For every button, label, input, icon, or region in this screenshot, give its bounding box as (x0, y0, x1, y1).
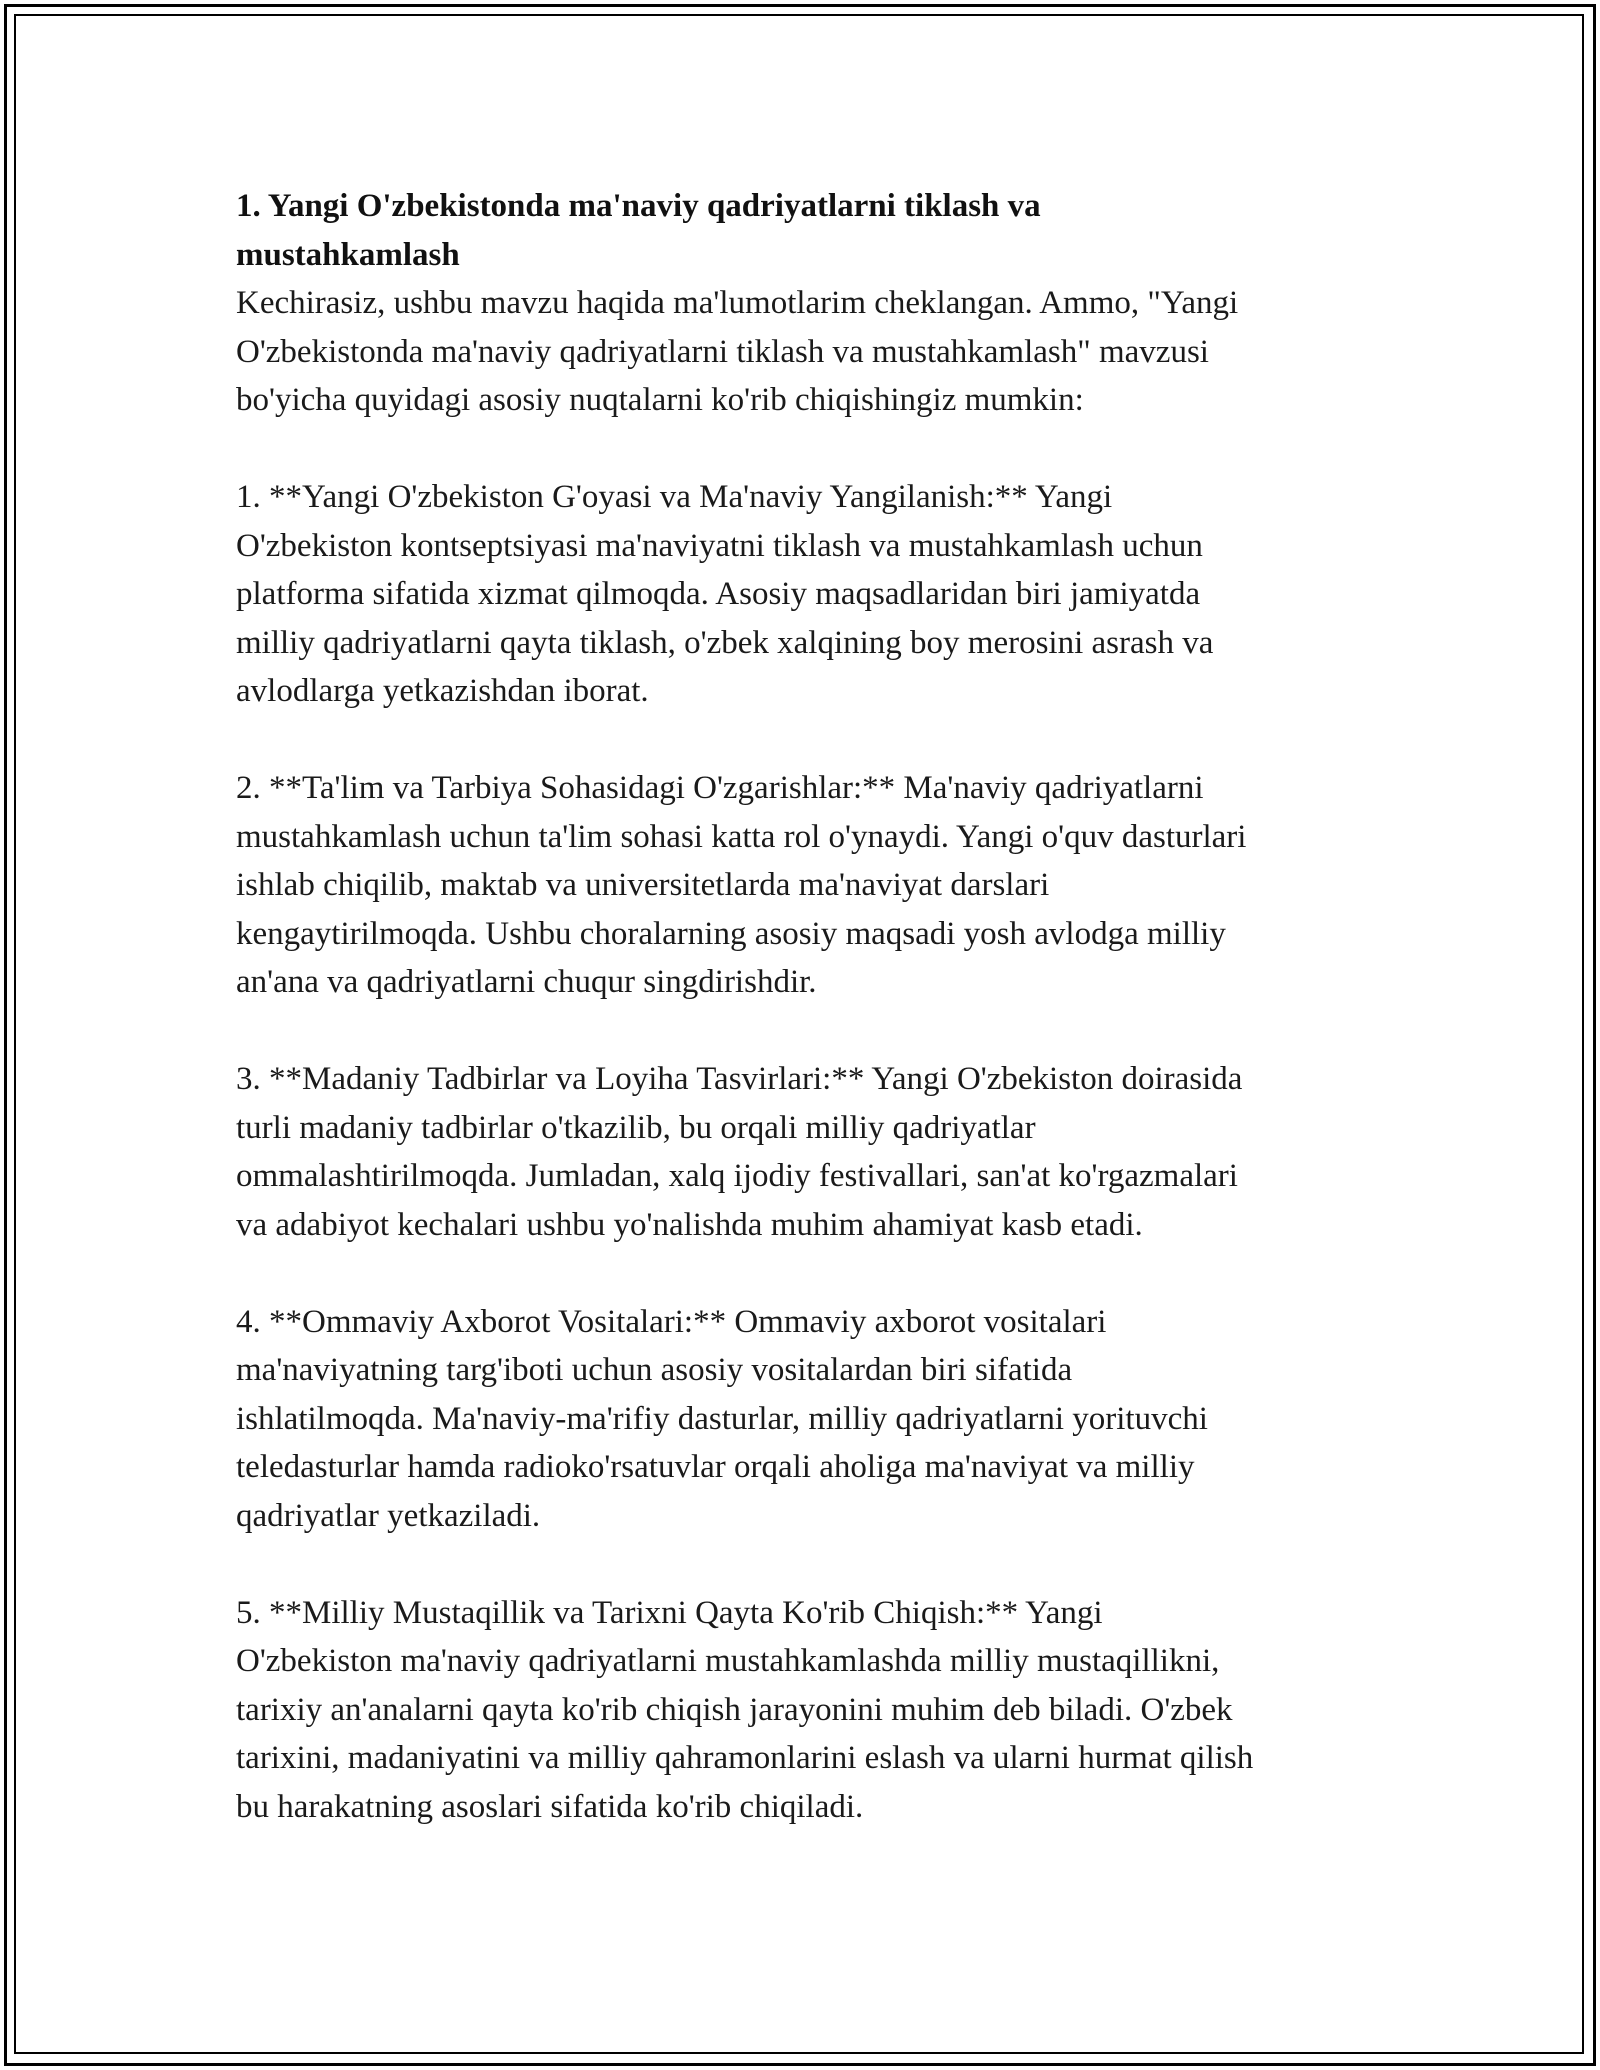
document-body (236, 182, 1386, 1831)
list-item: 1. **Yangi O'zbekiston G'oyasi va Ma'naviy Yangilanish:** Yangi O'zbekiston kontseptsiyasi ma'naviyatni tiklash va mustahkamlash uchun platforma sifatida xizmat qilmoqda. Asosiy maqsadlaridan biri jamiyatda milliy qadriyatlarni qayta tiklash, o'zbek xalqining boy merosini asrash va avlodlarga yetkazishdan iborat. (236, 479, 1214, 709)
list-item: 4. **Ommaviy Axborot Vositalari:** Ommaviy axborot vositalari ma'naviyatning targ'iboti uchun asosiy vositalardan biri sifatida ishlatilmoqda. Ma'naviy-ma'rifiy dasturlar, milliy qadriyatlarni yorituvchi teledasturlar hamda radioko'rsatuvlar orqali aholiga ma'naviyat va milliy qadriyatlar yetkaziladi. (236, 1303, 1208, 1534)
paragraph-spacer (236, 716, 1386, 765)
list-item: 2. **Ta'lim va Tarbiya Sohasidagi O'zgarishlar:** Ma'naviy qadriyatlarni mustahkamlash uchun ta'lim sohasi katta rol o'ynaydi. Yangi o'quv dasturlari ishlab chiqilib, maktab va universitetlarda ma'naviyat darslari kengaytirilmoqda. Ushbu choralarning asosiy maqsadi yosh avlodga milliy an'ana va qadriyatlarni chuqur singdirishdir. (236, 770, 1247, 1000)
list-item: 3. **Madaniy Tadbirlar va Loyiha Tasvirlari:** Yangi O'zbekiston doirasida turli madaniy tadbirlar o'tkazilib, bu orqali milliy qadriyatlar ommalashtirilmoqda. Jumladan, xalq ijodiy festivallari, san'at ko'rgazmalari va adabiyot kechalari ushbu yo'nalishda muhim ahamiyat kasb etadi. (236, 1061, 1243, 1243)
list-item: 5. **Milliy Mustaqillik va Tarixni Qayta Ko'rib Chiqish:** Yangi O'zbekiston ma'naviy qadriyatlarni mustahkamlashda milliy mustaqillikni, tarixiy an'analarni qayta ko'rib chiqish jarayonini muhim deb biladi. O'zbek tarixini, madaniyatini va milliy qahramonlarini eslash va ularni hurmat qilish bu harakatning asoslari sifatida ko'rib chiqiladi. (236, 1594, 1254, 1825)
paragraph-spacer (236, 1249, 1386, 1298)
paragraph-spacer (236, 425, 1386, 474)
paragraph-spacer (236, 1540, 1386, 1589)
paragraph-spacer (236, 1007, 1386, 1056)
document-title: 1. Yangi O'zbekistonda ma'naviy qadriyatlarni tiklash va mustahkamlash (236, 188, 1041, 273)
intro-paragraph: Kechirasiz, ushbu mavzu haqida ma'lumotlarim cheklangan. Ammo, "Yangi O'zbekistonda ma'naviy qadriyatlarni tiklash va mustahkamlash" mavzusi bo'yicha quyidagi asosiy nuqtalarni ko'rib chiqishingiz mumkin: (236, 285, 1239, 418)
